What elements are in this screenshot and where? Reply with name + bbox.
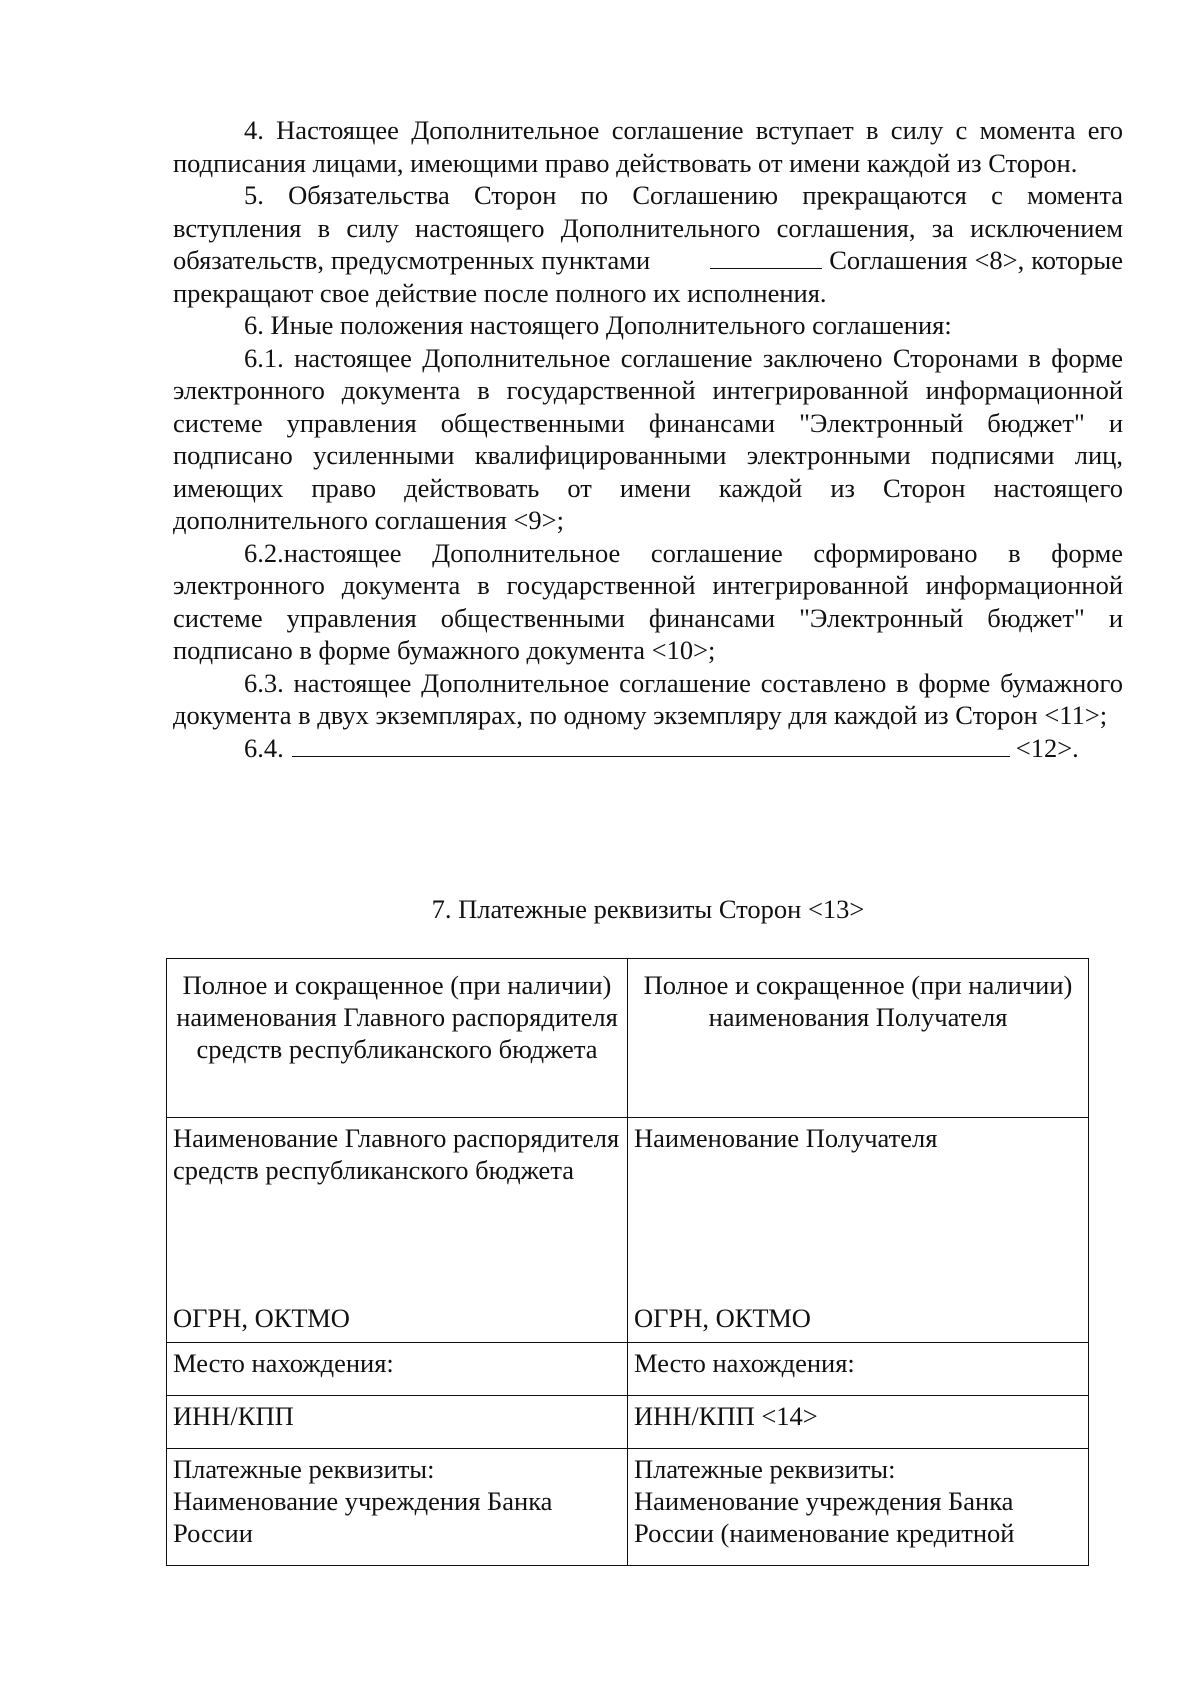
section-title-payment-details: 7. Платежные реквизиты Сторон <13>: [431, 894, 865, 924]
paragraph-5-text: 5. Обязательства Сторон по Соглашению прекращаются с момента вступления в силу настоящего Дополнительного соглашения, за исключением обязательств, предусмотренных пунктами: [173, 180, 1123, 275]
paragraph-6-4: [173, 732, 1123, 765]
inn-cell-right: ИНН/КПП <14>: [628, 1396, 1089, 1449]
name-cell-right: [628, 1118, 1089, 1343]
paragraph-6-4-footnote: <12>.: [1015, 732, 1079, 763]
paragraph-4: 4. Настоящее Дополнительное соглашение вступает в силу с момента его подписания лицами, имеющими право действовать от имени каждой из Сторон.: [173, 115, 1123, 178]
bank-left-name: Наименование учреждения Банка России: [173, 1486, 553, 1548]
name-left: Наименование Главного распорядителя средств республиканского бюджета: [173, 1123, 620, 1185]
blank-line-items: [710, 246, 822, 269]
bank-right-name: Наименование учреждения Банка России (наименование кредитной: [634, 1486, 1015, 1548]
header-cell-right: Полное и сокращенное (при наличии) наименования Получателя: [628, 959, 1089, 1118]
table-row: [167, 1449, 1089, 1566]
inn-cell-left: ИНН/КПП: [167, 1396, 628, 1449]
paragraph-6-4-label: 6.4.: [244, 732, 284, 763]
place-cell-left: Место нахождения:: [167, 1343, 628, 1396]
paragraph-5: [173, 179, 1123, 309]
ogrn-left: ОГРН, ОКТМО: [173, 1303, 350, 1333]
bank-cell-right: [628, 1449, 1089, 1566]
paragraph-5-continuation: Соглашения <8>, которые прекращают свое действие после полного их исполнения.: [173, 245, 1124, 308]
ogrn-right: ОГРН, ОКТМО: [634, 1303, 811, 1333]
paragraph-6-3: 6.3. настоящее Дополнительное соглашение составлено в форме бумажного документа в двух экземплярах, по одному экземпляру для каждой из Сторон <11>;: [173, 667, 1123, 730]
bank-left-label: Платежные реквизиты:: [173, 1454, 435, 1484]
table-row: [167, 1396, 1089, 1449]
table-row: [167, 959, 1089, 1118]
agreement-body: [173, 114, 1123, 764]
payment-details-table: [166, 958, 1089, 1566]
place-cell-right: Место нахождения:: [628, 1343, 1089, 1396]
paragraph-6-2: 6.2.настоящее Дополнительное соглашение сформировано в форме электронного документа в государственной интегрированной информационной системе управления общественными финансами "Электронный бюджет" и подписано в форме бумажного документа <10>;: [173, 537, 1123, 665]
bank-right-label: Платежные реквизиты:: [634, 1454, 896, 1484]
blank-line-other-provisions: [292, 734, 1010, 757]
paragraph-6: 6. Иные положения настоящего Дополнительного соглашения:: [244, 310, 952, 340]
paragraph-6-1: 6.1. настоящее Дополнительное соглашение заключено Сторонами в форме электронного документа в государственной интегрированной информационной системе управления общественными финансами "Электронный бюджет" и подписано усиленными квалифицированными электронными подписями лиц, имеющих право действовать от имени каждой из Сторон настоящего дополнительного соглашения <9>;: [173, 342, 1123, 535]
table-row: [167, 1343, 1089, 1396]
bank-cell-left: [167, 1449, 628, 1566]
name-cell-left: [167, 1118, 628, 1343]
table-row: [167, 1118, 1089, 1343]
header-cell-left: Полное и сокращенное (при наличии) наименования Главного распорядителя средств республиканского бюджета: [167, 959, 628, 1118]
name-right: Наименование Получателя: [634, 1123, 938, 1153]
